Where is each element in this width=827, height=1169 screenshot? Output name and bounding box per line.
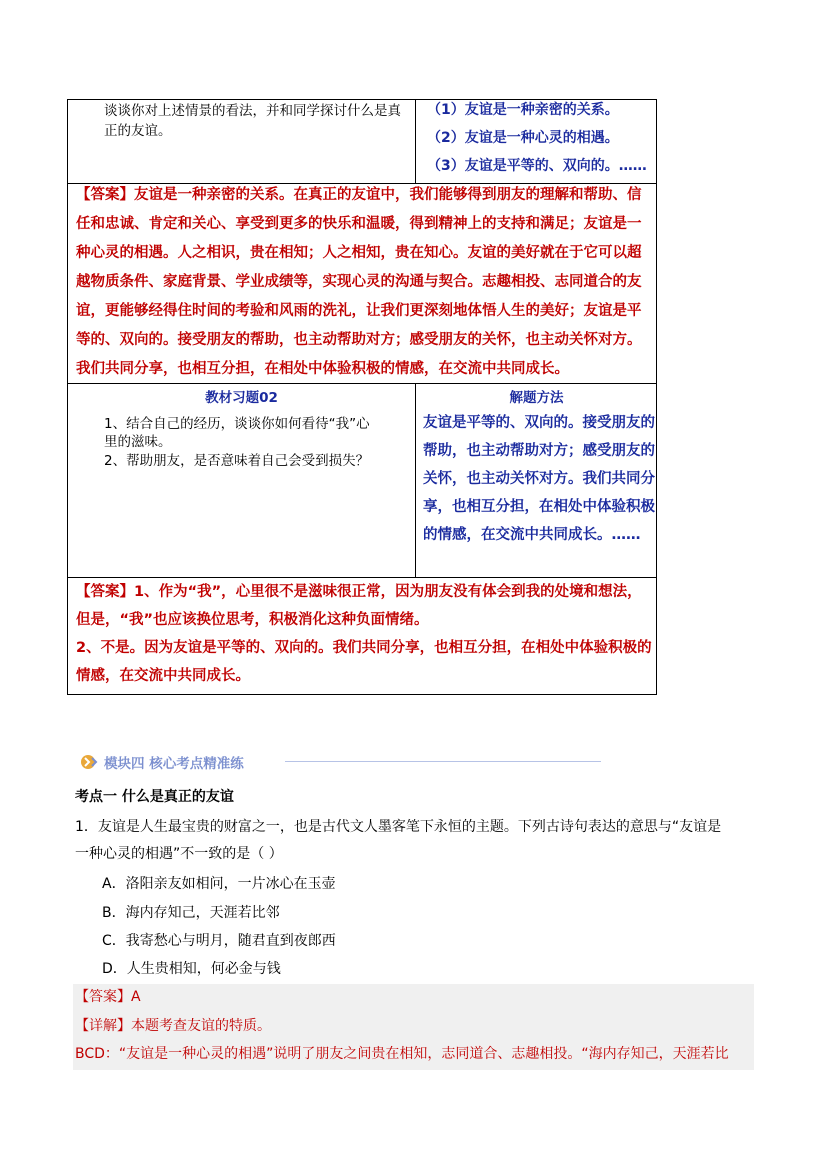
option-c: C．我寄愁心与明月，随君直到夜郎西 [102,933,336,949]
answer-tag: 【答案】 [76,187,134,203]
key-point: （3）友谊是平等的、双向的。…… [427,158,647,174]
exercise-line: 2、帮助朋友，是否意味着自己会受到损失？ [104,453,370,469]
answer-line: 越物质条件、家庭背景、学业成绩等，实现心灵的沟通与契合。志趣相投、志同道合的友 [76,274,642,290]
detail-line: 【详解】本题考查友谊的特质。 [75,1018,271,1034]
exercise-line: 1、结合自己的经历，谈谈你如何看待“我”心 [104,416,370,432]
method-line: 友谊是平等的、双向的。接受朋友的 [423,415,655,431]
answer-line: 但是，“我”也应该换位思考，积极消化这种负面情绪。 [76,612,429,628]
method-heading: 解题方法 [509,390,564,406]
answer-line: 情感，在交流中共同成长。 [76,668,250,684]
method-line: 的情感，在交流中共同成长。…… [423,527,641,543]
answer-line: 种心灵的相遇。人之相识，贵在相知；人之相知，贵在知心。友谊的美好就在于它可以超 [76,245,642,261]
stem-line: 一种心灵的相遇”不一致的是（ ） [75,846,283,862]
answer-line: 2、不是。因为友谊是平等的、双向的。我们共同分享，也相互分担，在相处中体验积极的 [76,640,652,656]
key-point: （1）友谊是一种亲密的关系。 [427,102,619,118]
divider [415,383,416,577]
method-text [423,409,655,549]
exercise-line: 里的滋味。 [104,434,172,450]
module-rule [285,761,601,762]
option-a: A．洛阳亲友如相问，一片冰心在玉壶 [102,876,336,892]
explanation-line: BCD：“友谊是一种心灵的相遇”说明了朋友之间贵在相知，志同道合、志趣相投。“海内存知己，天涯若比 [75,1046,729,1062]
section-heading: 考点一 什么是真正的友谊 [75,789,234,805]
method-line: 帮助，也主动帮助对方；感受朋友的 [423,443,655,459]
answer-block-2 [76,578,654,690]
option-b: B．海内存知己，天涯若比邻 [102,905,280,921]
exercise-heading: 教材习题02 [205,390,278,406]
answer-tag: 【答案】 [76,584,134,600]
method-line: 享，也相互分担，在相处中体验积极 [423,499,655,515]
key-point: （2）友谊是一种心灵的相遇。 [427,130,619,146]
divider [415,100,416,183]
method-line: 关怀，也主动关怀对方。我们共同分 [423,471,655,487]
question-stem [75,814,755,868]
double-chevron-icon [80,753,102,771]
module-header [80,751,610,773]
answer-line: 友谊是一种亲密的关系。在真正的友谊中，我们能够得到朋友的理解和帮助、信 [134,187,642,203]
answer-line: 任和忠诚、肯定和关心、享受到更多的快乐和温暖，得到精神上的支持和满足；友谊是一 [76,216,642,232]
scenario-question: 谈谈你对上述情景的看法，并和同学探讨什么是真正的友谊。 [104,103,401,139]
answer-line: 【答案】A [75,989,141,1005]
module-title: 模块四 核心考点精准练 [104,756,244,772]
answer-line: 谊，更能够经得住时间的考验和风雨的洗礼，让我们更深刻地体悟人生的美好；友谊是平 [76,303,642,319]
exercise-table [67,99,657,695]
answer-line: 等的、双向的。接受朋友的帮助，也主动帮助对方；感受朋友的关怀，也主动关怀对方。 [76,332,642,348]
answer-line: 我们共同分享，也相互分担，在相处中体验积极的情感，在交流中共同成长。 [76,361,569,377]
answer-block [76,181,654,384]
answer-line: 1、作为“我”，心里很不是滋味很正常，因为朋友没有体会到我的处境和想法， [134,584,642,600]
option-d: D．人生贵相知，何必金与钱 [102,961,281,977]
stem-line: 1．友谊是人生最宝贵的财富之一，也是古代文人墨客笔下永恒的主题。下列古诗句表达的意思与“友谊是 [75,819,722,835]
